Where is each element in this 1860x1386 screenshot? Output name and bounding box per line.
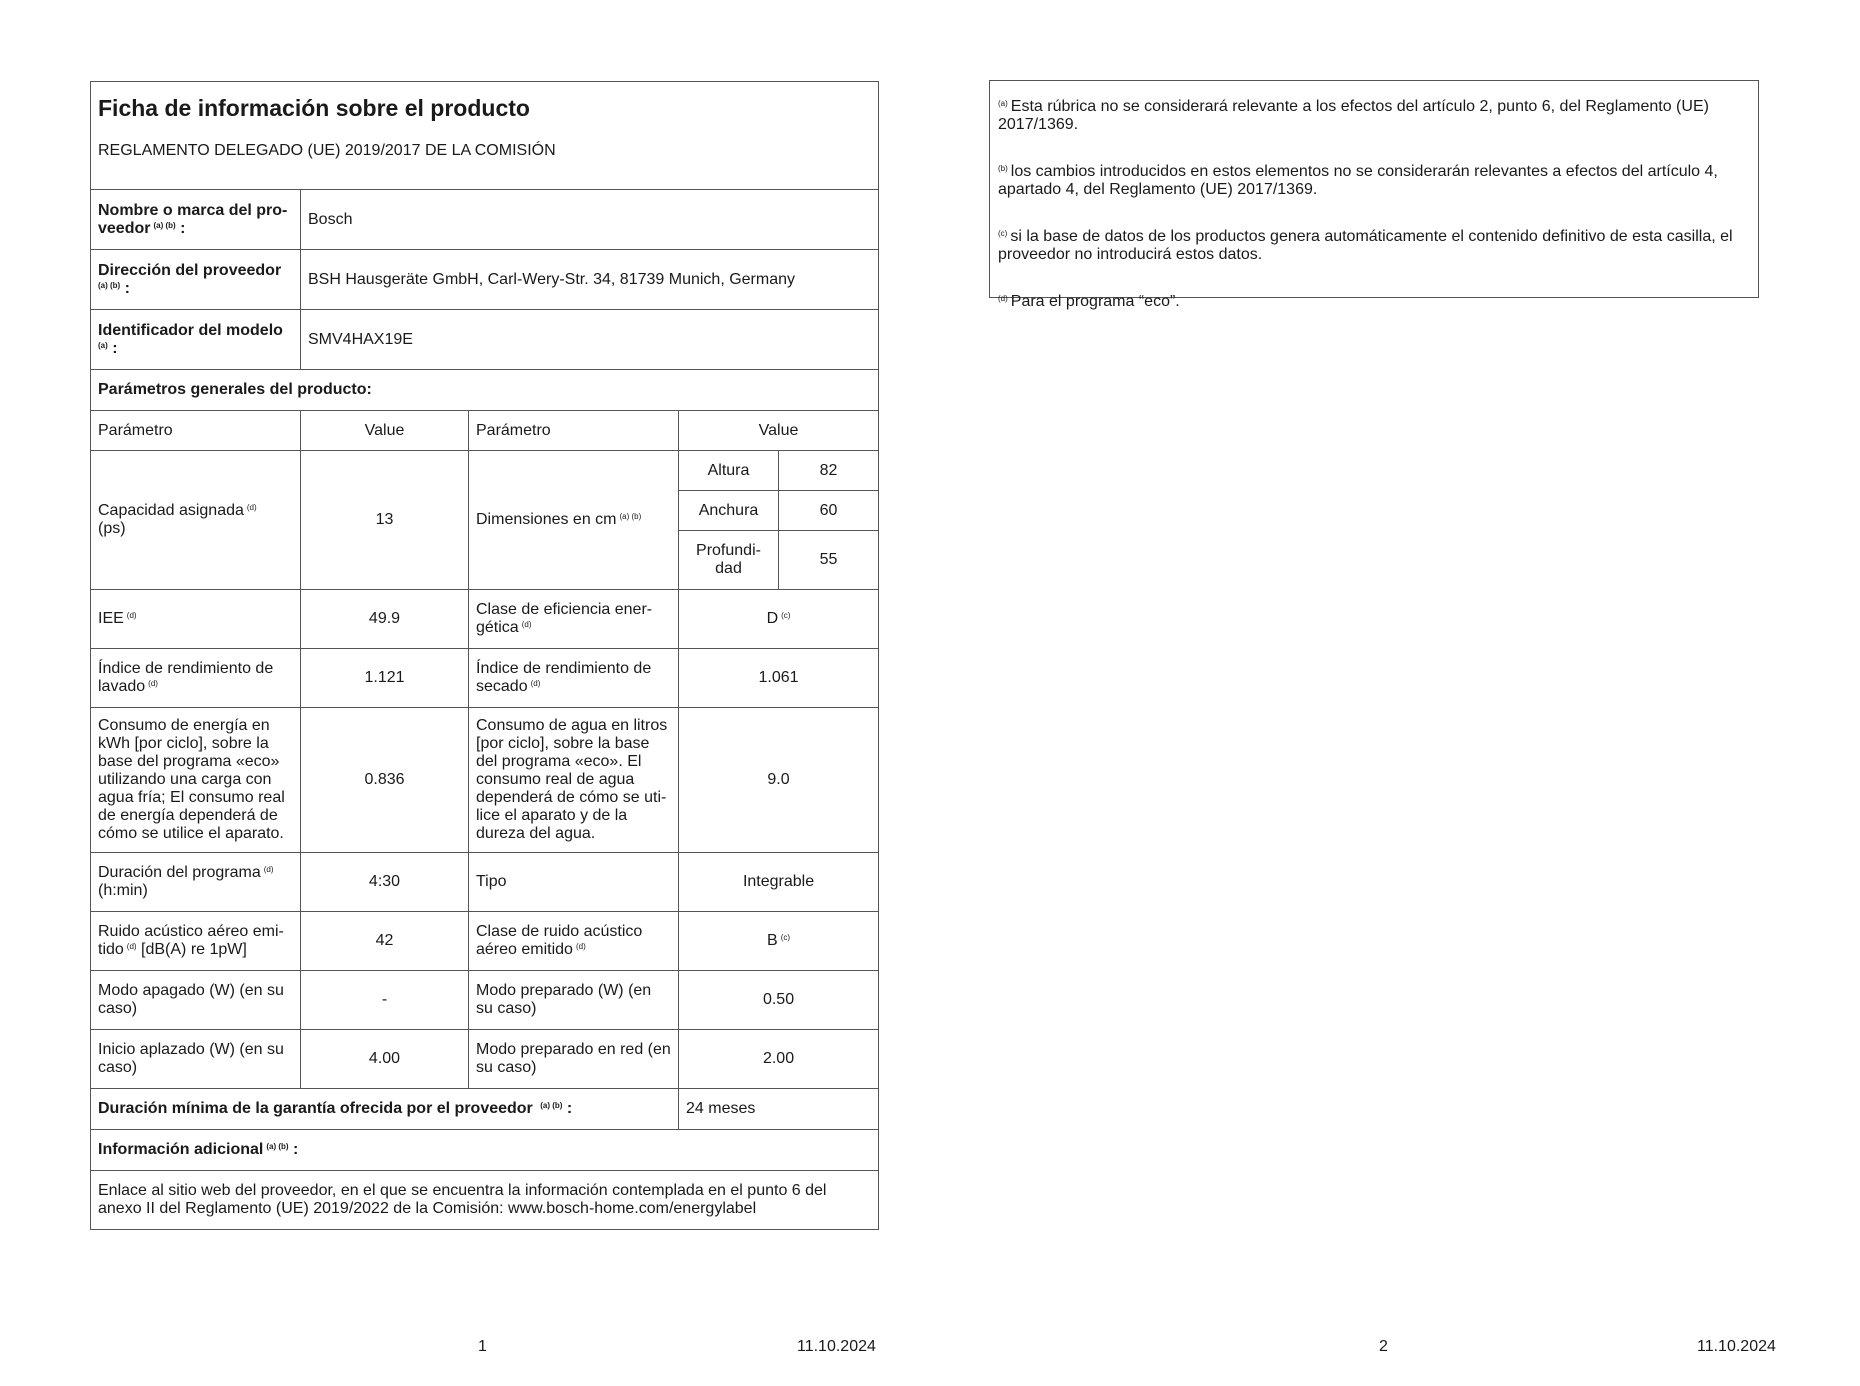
footnote-c-mark: (c): [998, 229, 1008, 238]
noise-class-note: (d): [575, 942, 586, 951]
type-value: Integrable: [679, 853, 879, 912]
page-date-1: 11.10.2024: [797, 1338, 876, 1355]
energy-class-label-cell: [469, 590, 679, 649]
capacity-label-cell: [91, 451, 301, 590]
cleaning-label: Índice de rendimiento de lavado: [98, 660, 274, 695]
guarantee-notes: (a) (b): [540, 1101, 563, 1110]
energy-consumption-value: 0.836: [301, 708, 469, 853]
duration-value: 4:30: [301, 853, 469, 912]
noise-class-label-line-2: aéreo emitido: [476, 941, 573, 958]
noise-class-value: B: [767, 932, 778, 949]
address-label-cell: Dirección del proveedor $^{(a) (b)}$ :: [91, 250, 301, 310]
guarantee-label: Duración mínima de la garantía ofrecida por el proveedor: [98, 1100, 533, 1117]
energy-class-label: Clase de eficiencia ener-gética: [476, 601, 653, 636]
footnote-a-mark: (a): [998, 99, 1008, 108]
footnote-c: [998, 225, 1750, 264]
footnotes-box: [989, 80, 1759, 310]
duration-label-cell: [91, 853, 301, 912]
sheet-title: Ficha de información sobre el producto: [98, 95, 530, 121]
additional-info-text-line-1: Enlace al sitio web del proveedor, en el que se encuentra la información contemplada en el punto 6 del: [98, 1182, 827, 1199]
height-label: Altura: [679, 451, 779, 491]
delay-start-value: 4.00: [301, 1030, 469, 1089]
energy-class-value-note: (c): [781, 611, 791, 620]
drying-value: 1.061: [679, 649, 879, 708]
additional-info-text-line-2: anexo II del Reglamento (UE) 2019/2022 de la Comisión: www.bosch-home.com/energylabel: [98, 1200, 757, 1217]
additional-info-label: Información adicional: [98, 1141, 264, 1158]
eei-note: (d): [126, 611, 137, 620]
duration-label: Duración del programa: [98, 864, 261, 881]
off-mode-value: -: [301, 971, 469, 1030]
noise-class-value-cell: [679, 912, 879, 971]
footnote-d-text: Para el programa “eco”.: [1010, 293, 1180, 310]
eei-label-cell: [91, 590, 301, 649]
drying-label-cell: [469, 649, 679, 708]
col-header-param-2: Parámetro: [469, 411, 679, 451]
noise-label-line-1: Ruido acústico aéreo emi-: [98, 923, 284, 940]
footnote-d-mark: (d): [998, 294, 1008, 303]
width-value: 60: [779, 491, 879, 531]
general-params-heading: Parámetros generales del producto:: [91, 370, 879, 411]
capacity-label: Capacidad asignada: [98, 502, 244, 519]
type-label: Tipo: [469, 853, 679, 912]
delay-start-label: Inicio aplazado (W) (en su caso): [91, 1030, 301, 1089]
off-mode-label: Modo apagado (W) (en su caso): [91, 971, 301, 1030]
energy-consumption-label: Consumo de energía en kWh [por ciclo], sobre la base del programa «eco» utilizando una carga con agua fría; El consumo real de energía dependerá de cómo se utilice el aparato.: [91, 708, 301, 853]
sheet-subtitle: REGLAMENTO DELEGADO (UE) 2019/2017 DE LA COMISIÓN: [98, 142, 556, 159]
energy-class-note: (d): [521, 620, 532, 629]
noise-unit: [dB(A) re 1pW]: [141, 941, 247, 958]
noise-value: 42: [301, 912, 469, 971]
footnote-b-mark: (b): [998, 164, 1008, 173]
noise-label-cell: [91, 912, 301, 971]
title-cell: [91, 82, 879, 190]
footnote-c-text: si la base de datos de los productos genera automáticamente el contenido definitivo de esta casilla, el proveedor no introducirá estos datos.: [998, 228, 1733, 263]
water-consumption-value: 9.0: [679, 708, 879, 853]
address-notes: (a) (b): [98, 280, 121, 290]
energy-class-value: D: [766, 610, 779, 627]
col-header-value-2: Value: [679, 411, 879, 451]
noise-note: (d): [126, 942, 137, 951]
cleaning-value: 1.121: [301, 649, 469, 708]
standby-value: 0.50: [679, 971, 879, 1030]
additional-info-label-cell: Información adicional $^{(a) (b)}$ :: [91, 1130, 879, 1171]
noise-class-value-note: (c): [780, 933, 791, 942]
guarantee-value: 24 meses: [679, 1089, 879, 1130]
eei-label: IEE: [98, 610, 124, 627]
noise-label-line-2: tido: [98, 941, 124, 958]
page-date-2: 11.10.2024: [1697, 1338, 1776, 1355]
additional-info-notes: (a) (b): [266, 1142, 289, 1151]
width-label: Anchura: [679, 491, 779, 531]
network-standby-value: 2.00: [679, 1030, 879, 1089]
energy-class-value-cell: [679, 590, 879, 649]
address-label: Dirección del proveedor: [98, 261, 282, 279]
address-value: BSH Hausgeräte GmbH, Carl-Wery-Str. 34, 81739 Munich, Germany: [301, 250, 879, 310]
col-header-param-1: Parámetro: [91, 411, 301, 451]
noise-class-label-cell: [469, 912, 679, 971]
page-number-1: 1: [478, 1338, 487, 1355]
page-number-2: 2: [1379, 1338, 1388, 1355]
dimensions-label: Dimensiones en cm: [476, 511, 617, 528]
capacity-note: (d): [246, 503, 257, 512]
supplier-notes: (a) (b): [153, 220, 176, 230]
footnote-a-text: Esta rúbrica no se considerará relevante a los efectos del artículo 2, punto 6, del Reglamento (UE) 2017/1369.: [998, 98, 1709, 133]
footnote-d: [998, 290, 1750, 311]
drying-note: (d): [530, 679, 541, 688]
dimensions-notes: (a) (b): [619, 512, 642, 521]
model-label-cell: Identificador del modelo $^{(a)}$ :: [91, 310, 301, 370]
guarantee-label-cell: Duración mínima de la garantía ofrecida por el proveedor $^{(a) (b)}$ :: [91, 1089, 679, 1130]
eei-value: 49.9: [301, 590, 469, 649]
drying-label: Índice de rendimiento de secado: [476, 660, 652, 695]
col-header-value-1: Value: [301, 411, 469, 451]
supplier-label: Nombre o marca del proveedor: [98, 201, 288, 237]
duration-unit: (h:min): [98, 882, 148, 899]
model-notes: (a): [98, 340, 108, 350]
supplier-label-cell: Nombre o marca del proveedor $^{(a) (b)}$ :: [91, 190, 301, 250]
network-standby-label: Modo preparado en red (en su caso): [469, 1030, 679, 1089]
product-information-sheet: [90, 81, 879, 1230]
duration-note: (d): [263, 865, 274, 874]
model-label: Identificador del modelo: [98, 321, 283, 339]
cleaning-label-cell: [91, 649, 301, 708]
depth-label: Profundi-dad: [679, 531, 779, 590]
water-consumption-label: Consumo de agua en litros [por ciclo], sobre la base del programa «eco». El consumo real de agua dependerá de cómo se uti-lice el aparato y de la dureza del agua.: [469, 708, 679, 853]
standby-label: Modo preparado (W) (en su caso): [469, 971, 679, 1030]
cleaning-note: (d): [148, 679, 158, 688]
footnote-b: [998, 160, 1750, 199]
footnote-b-text: los cambios introducidos en estos elementos no se considerarán relevantes a efectos del artículo 4, apartado 4, del Reglamento (UE) 2017/1369.: [998, 163, 1718, 198]
page-2: [930, 0, 1860, 1386]
capacity-value: 13: [301, 451, 469, 590]
dimensions-label-cell: [469, 451, 679, 590]
supplier-value: Bosch: [301, 190, 879, 250]
depth-value: 55: [779, 531, 879, 590]
height-value: 82: [779, 451, 879, 491]
model-value: SMV4HAX19E: [301, 310, 879, 370]
footnote-a: [998, 95, 1750, 134]
additional-info-text-cell: [91, 1171, 879, 1230]
noise-class-label-line-1: Clase de ruido acústico: [476, 923, 643, 940]
capacity-unit: (ps): [98, 520, 126, 537]
